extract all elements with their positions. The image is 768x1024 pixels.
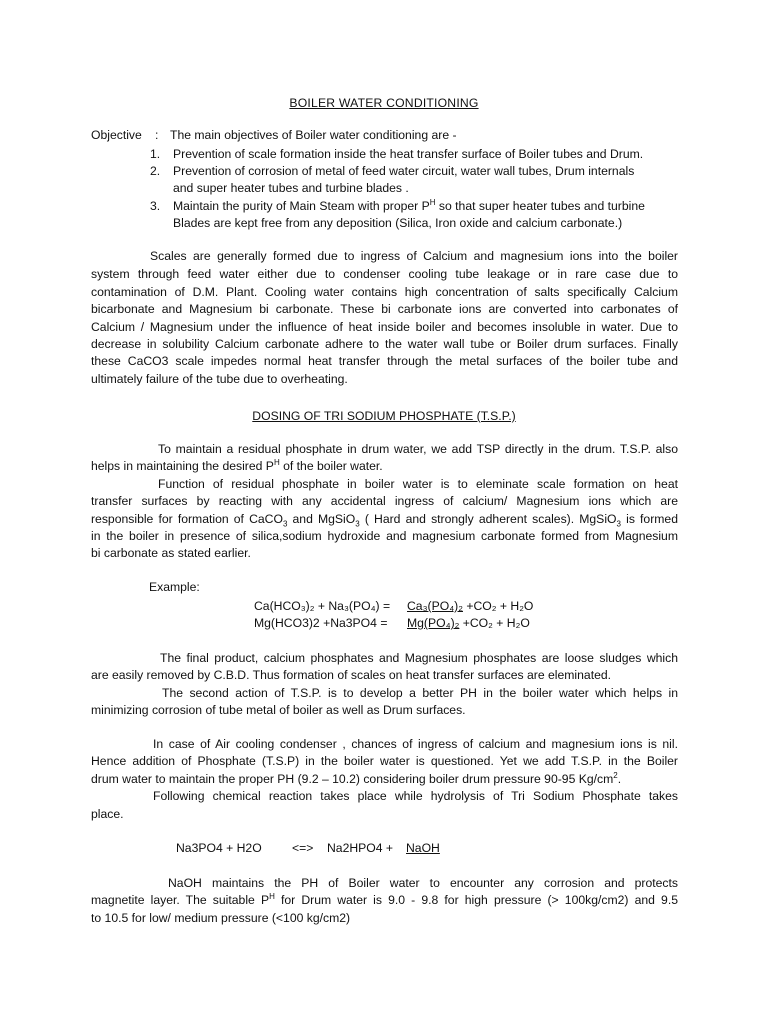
paragraph-line: drum water to maintain the proper PH (9.2 – 10.2) considering boiler drum pressure 90-95 $Kg/cm^2$.: [91, 770, 622, 786]
paragraph-line: are easily removed by C.B.D. Thus formation of scales on heat transfer surfaces are eleminated.: [91, 668, 612, 682]
paragraph-line: helps in maintaining the desired $P^H$ of the boiler water.: [91, 457, 383, 473]
paragraph-line: Hence addition of Phosphate (T.S.P) in the boiler water is questioned. Yet we add T.S.P. in the Boiler: [91, 754, 678, 768]
paragraph-line: ultimately failure of the tube due to overheating.: [91, 372, 348, 386]
paragraph-line: Function of residual phosphate in boiler water is to eleminate scale formation on heat: [158, 477, 678, 491]
objective-number: 3.: [150, 199, 161, 213]
paragraph-line: contamination of D.M. Plant. Cooling water contains high concentration of salts specifically Calcium: [91, 285, 678, 299]
equation-right: Ca₃(PO₄)₂ +CO₂ + H₂O: [407, 599, 534, 613]
objective-intro: The main objectives of Boiler water conditioning are -: [170, 128, 457, 142]
objective-text: Maintain the purity of Main Steam with proper $P^H$ so that super heater tubes and turbine: [173, 197, 645, 213]
example-label: Example:: [149, 580, 200, 594]
equation-left: Mg(HCO3)2 +Na3PO4 =: [254, 616, 388, 630]
paragraph-line: bi carbonate as stated earlier.: [91, 546, 251, 560]
objective-text: and super heater tubes and turbine blades .: [173, 181, 409, 195]
document-title: BOILER WATER CONDITIONING: [289, 96, 479, 110]
paragraph-line: minimizing corrosion of tube metal of boiler as well as Drum surfaces.: [91, 703, 466, 717]
paragraph-line: responsible for formation of CaCO$_3$ and MgSiO$_3$ ( Hard and strongly adherent scales). MgSiO$_3$ is formed: [91, 512, 678, 529]
objective-text: Prevention of scale formation inside the heat transfer surface of Boiler tubes and Drum.: [173, 147, 644, 161]
paragraph-line: Scales are generally formed due to ingress of Calcium and magnesium ions into the boiler: [150, 249, 678, 263]
equation-right: Mg(PO₄)₂ +CO₂ + H₂O: [407, 616, 530, 630]
paragraph-line: magnetite layer. The suitable $P^H$ for Drum water is 9.0 - 9.8 for high pressure (> 100kg/cm2) and 9.5: [91, 891, 678, 907]
paragraph-line: transfer surfaces by reacting with any accidental ingress of calcium/ Magnesium ions which are: [91, 494, 678, 508]
paragraph-line: To maintain a residual phosphate in drum water, we add TSP directly in the drum. T.S.P. also: [158, 442, 678, 456]
paragraph-line: NaOH maintains the PH of Boiler water to encounter any corrosion and protects: [168, 876, 678, 890]
paragraph-line: The second action of T.S.P. is to develop a better PH in the boiler water which helps in: [162, 686, 678, 700]
paragraph-line: system through feed water either due to condenser cooling tube leakage or in rare case due to: [91, 267, 678, 281]
reaction-product: Na2HPO4 +: [327, 841, 394, 855]
reaction-reactants: Na3PO4 + H2O: [176, 841, 262, 855]
objective-number: 1.: [150, 147, 161, 161]
paragraph-line: bicarbonate and Magnesium bi carbonate. These bi carbonate ions are converted into carbonates of: [91, 302, 678, 316]
objective-text: Prevention of corrosion of metal of feed water circuit, water wall tubes, Drum internals: [173, 164, 635, 178]
paragraph-line: in the boiler in presence of silica,sodium hydroxide and magnesium carbonate formed from Magnesium: [91, 529, 678, 543]
objective-label: Objective: [91, 128, 142, 142]
paragraph-line: place.: [91, 807, 124, 821]
objective-number: 2.: [150, 164, 161, 178]
reaction-arrow: <=>: [292, 841, 314, 855]
paragraph-line: these CaCO3 scale impedes normal heat transfer through the metal surfaces of the boiler tube and: [91, 354, 678, 368]
reaction-product-naoh: NaOH: [406, 841, 440, 855]
paragraph-line: to 10.5 for low/ medium pressure (<100 kg/cm2): [91, 911, 351, 925]
objective-colon: :: [155, 128, 159, 142]
paragraph-line: Calcium / Magnesium under the influence of heat inside boiler and becomes insoluble in water. Due to: [91, 320, 678, 334]
paragraph-line: decrease in solubility Calcium carbonate adhere to the water wall tube or Boiler drum surfaces. Finally: [91, 337, 678, 351]
objective-text: Blades are kept free from any deposition (Silica, Iron oxide and calcium carbonate.): [173, 216, 623, 230]
paragraph-line: The final product, calcium phosphates and Magnesium phosphates are loose sludges which: [160, 651, 678, 665]
equation-left: Ca(HCO₃)₂ + Na₃(PO₄) =: [254, 599, 391, 613]
paragraph-line: In case of Air cooling condenser , chances of ingress of calcium and magnesium ions is nil.: [153, 737, 678, 751]
section-heading-tsp: DOSING OF TRI SODIUM PHOSPHATE (T.S.P.): [252, 409, 516, 423]
paragraph-line: Following chemical reaction takes place while hydrolysis of Tri Sodium Phosphate takes: [153, 789, 678, 803]
